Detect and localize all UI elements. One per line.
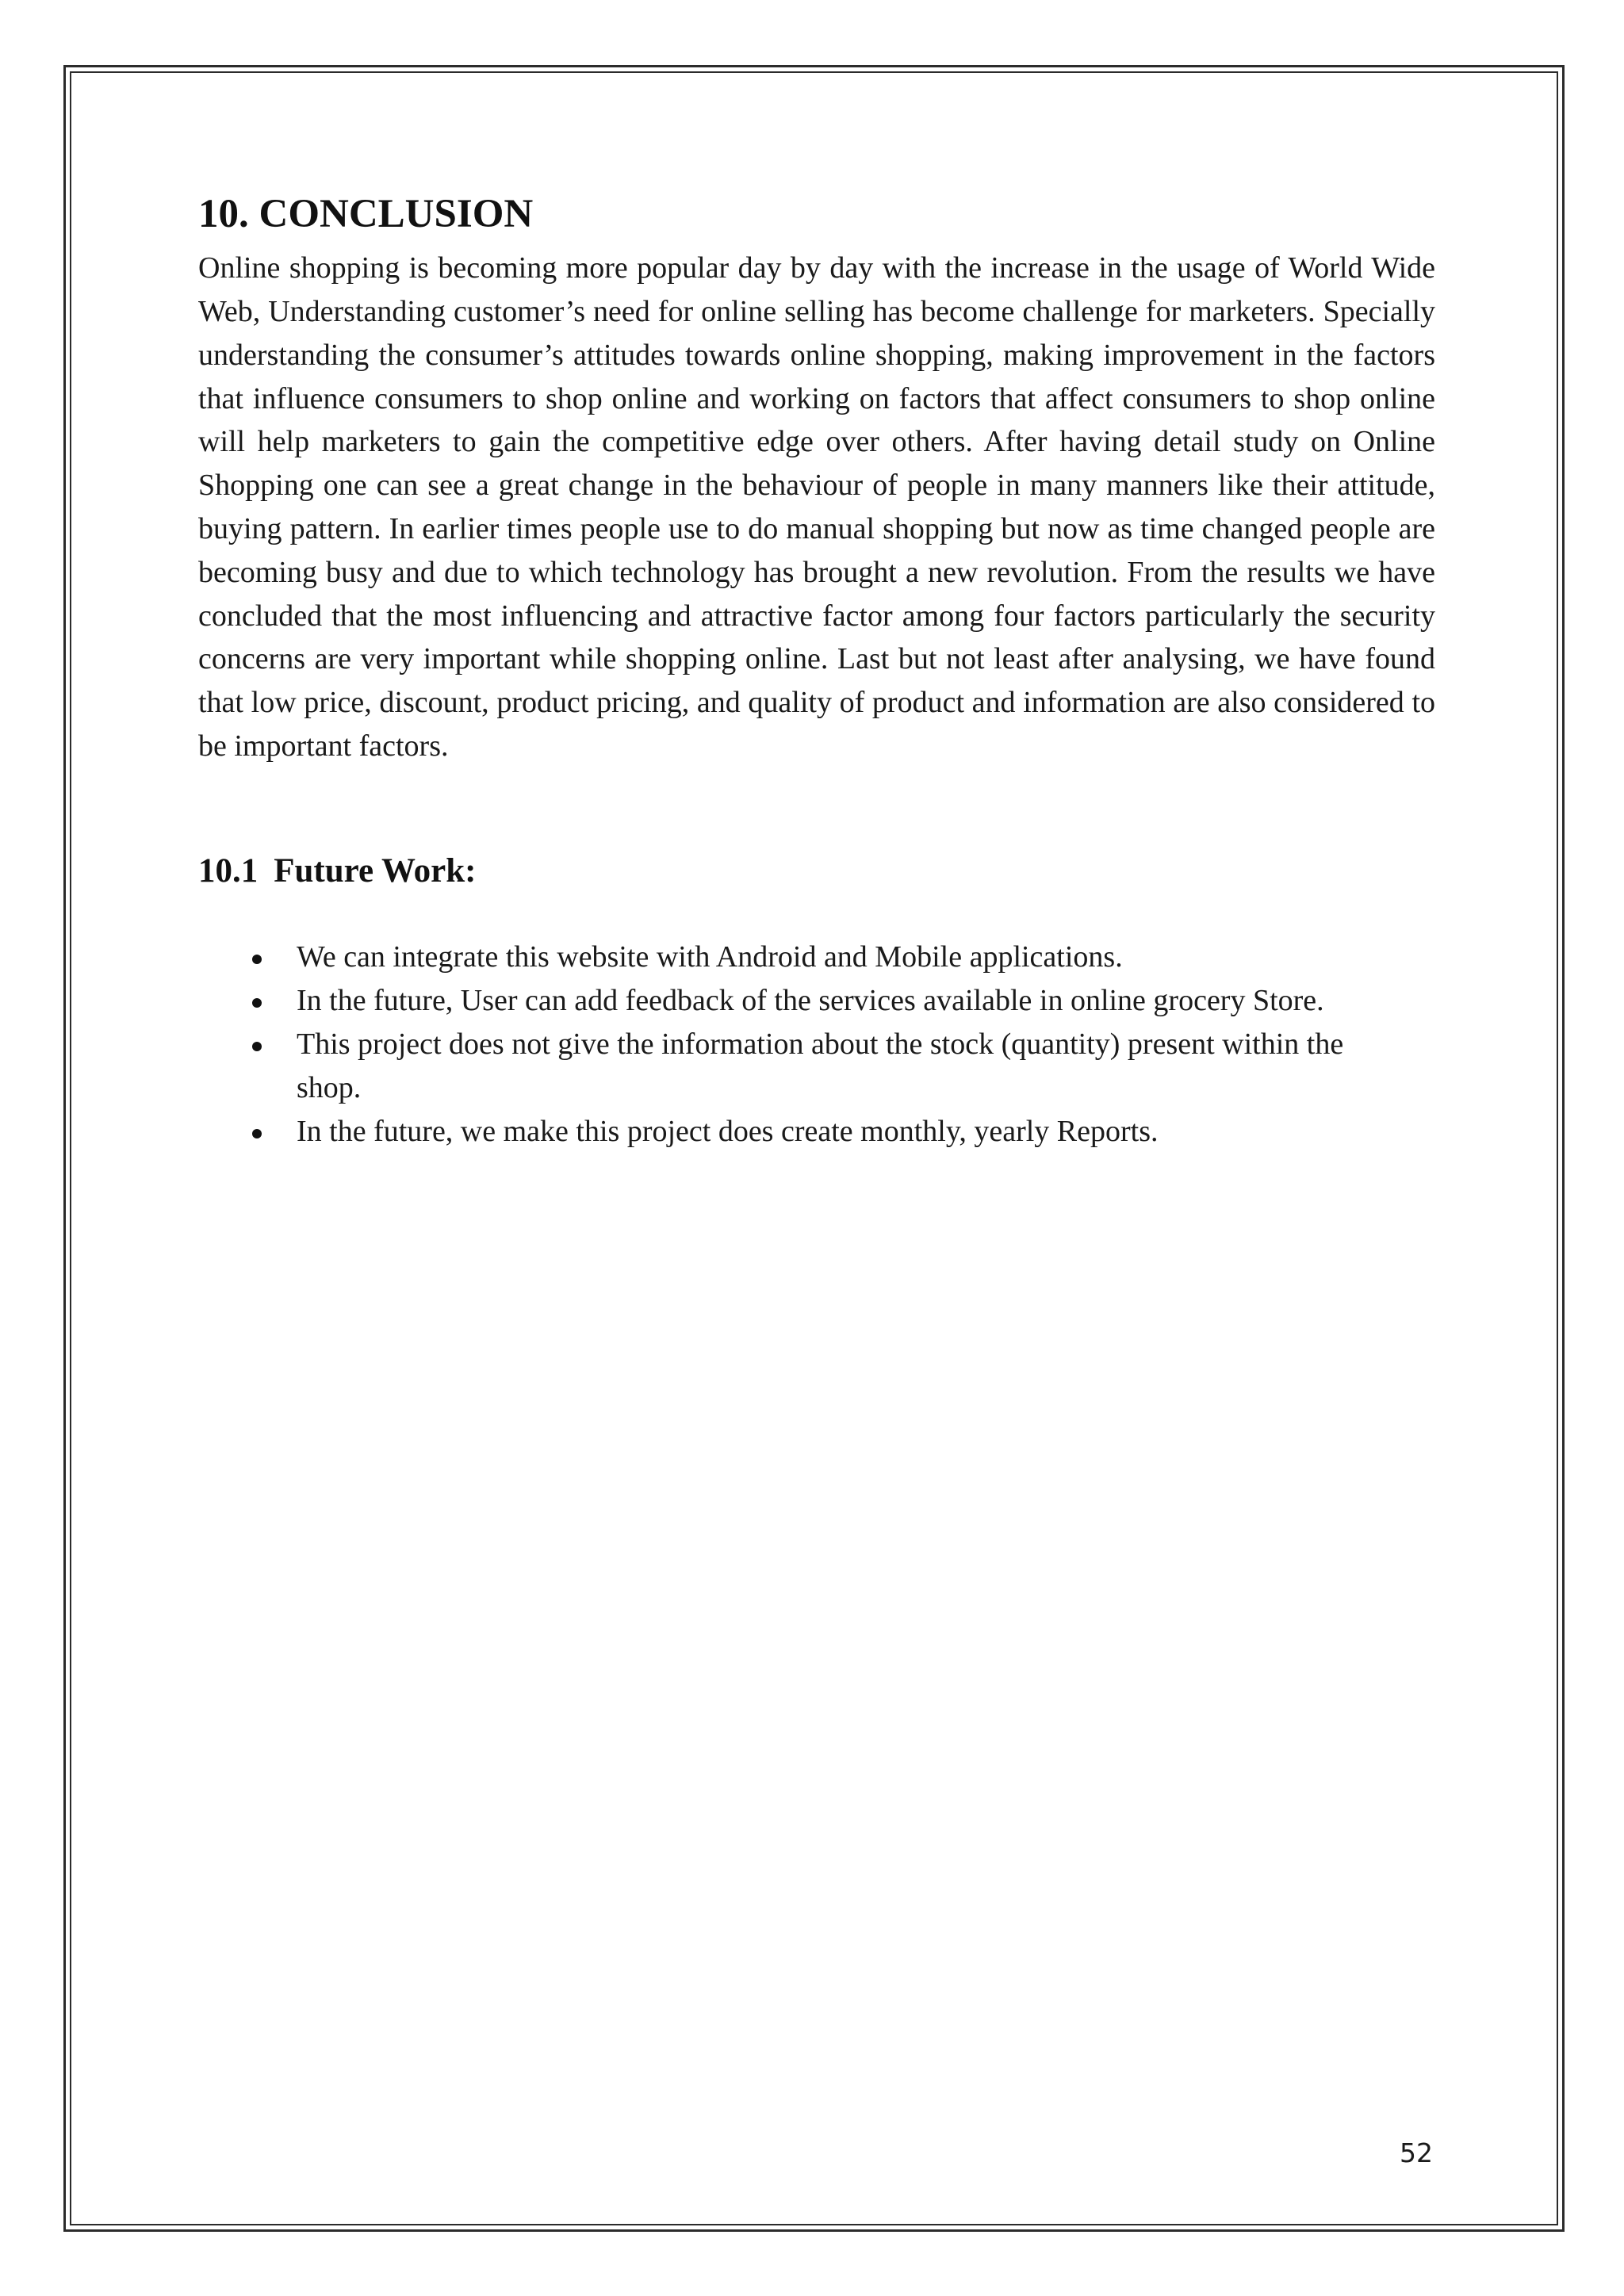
bullet-icon xyxy=(252,955,262,964)
list-item xyxy=(198,1110,1435,1154)
list-item-text: This project does not give the information about the stock (quantity) present within the shop. xyxy=(297,1027,1344,1105)
section-number: 10. xyxy=(198,192,249,236)
section-heading xyxy=(198,190,1435,239)
bullet-icon xyxy=(252,1129,262,1138)
section-title: CONCLUSION xyxy=(259,192,534,236)
list-item-text: In the future, we make this project does create monthly, yearly Reports. xyxy=(297,1115,1159,1149)
list-item-text: We can integrate this website with Android and Mobile applications. xyxy=(297,940,1123,974)
list-item-text: In the future, User can add feedback of the services available in online grocery Store. xyxy=(297,984,1324,1018)
subsection-title: Future Work: xyxy=(274,851,477,890)
subsection-heading xyxy=(198,851,1435,892)
conclusion-paragraph: Online shopping is becoming more popular day by day with the increase in the usage of World Wide Web, Understanding customer’s need for online selling has become challenge for marketers. Specially understanding the consumer’s attitudes towards online shopping, making improvement in the factors that influence consumers to shop online and working on factors that affect consumers to shop online will help marketers to gain the competitive edge over others. After having detail study on Online Shopping one can see a great change in the behaviour of people in many manners like their attitude, buying pattern. In earlier times people use to do manual shopping but now as time changed people are becoming busy and due to which technology has brought a new revolution. From the results we have concluded that the most influencing and attractive factor among four factors particularly the security concerns are very important while shopping online. Last but not least after analysing, we have found that low price, discount, product pricing, and quality of product and information are also considered to be important factors. xyxy=(198,251,1435,763)
list-item xyxy=(198,1023,1435,1110)
list-item xyxy=(198,936,1435,979)
future-work-list xyxy=(198,936,1435,1154)
bullet-icon xyxy=(252,1042,262,1051)
page-content xyxy=(198,190,1435,1154)
bullet-icon xyxy=(252,998,262,1008)
list-item xyxy=(198,979,1435,1023)
subsection-number: 10.1 xyxy=(198,851,259,890)
page-number: 52 xyxy=(1400,2137,1433,2168)
